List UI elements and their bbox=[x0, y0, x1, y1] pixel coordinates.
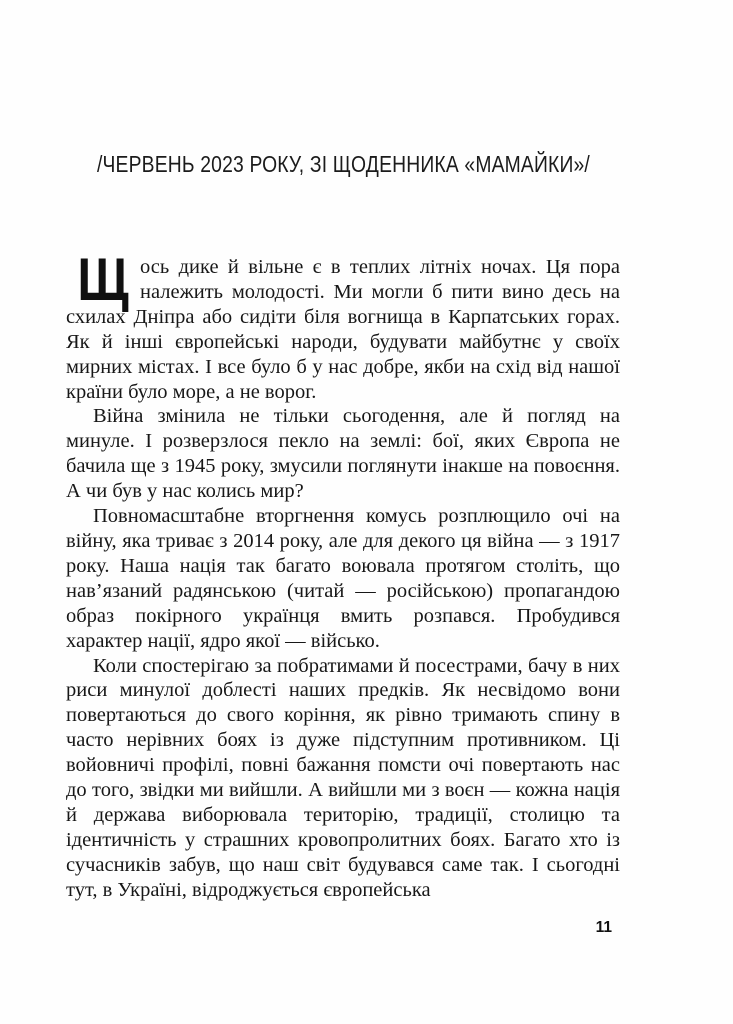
paragraph-text: Коли спостерігаю за побратимами й посестрами, бачу в них риси минулої доблесті наших предків. Як несвідомо вони повертаються до свого коріння, як рівно тримають спину в часто нерівних боях із дуже підступним противником. Ці войовничі профілі, повні бажання помсти очі повертають нас до того, звідки ми вийшли. А вийшли ми з воєн — кожна нація й держава виборювала територію, традиції, столицю та ідентичність у страшних кровопролитних боях. Багато хто із сучасників забув, що наш світ будувався саме так. І сьогодні тут, в Україні, відроджується європейська bbox=[66, 654, 620, 901]
page-number: 11 bbox=[595, 919, 612, 936]
chapter-heading-text: /ЧЕРВЕНЬ 2023 РОКУ, ЗІ ЩОДЕННИКА «МАМАЙКИ»/ bbox=[96, 151, 590, 177]
drop-cap: Щ bbox=[77, 246, 129, 313]
paragraph-text: ось дике й вільне є в теплих літніх ночах. Ця пора належить молодості. Ми могли б пити вино десь на схилах Дніпра або сидіти біля вогнища в Карпатських горах. Як й інші європейські народи, будувати майбутнє у своїх мирних містах. І все було б у нас добре, якби на схід від нашої країни було море, а не ворог. bbox=[66, 256, 620, 403]
paragraph-text: Повномасштабне вторгнення комусь розплющило очі на війну, яка триває з 2014 року, але для декого ця війна — з 1917 року. Наша нація так багато воювала протягом століть, що нав’язаний радянською (читай — російською) пропагандою образ покірного українця вмить розпався. Пробудився характер нації, ядро якої — військо. bbox=[66, 505, 620, 652]
body-text bbox=[66, 246, 620, 903]
paragraph bbox=[66, 246, 620, 404]
chapter-heading bbox=[66, 151, 620, 177]
paragraph bbox=[66, 654, 620, 903]
paragraph bbox=[66, 504, 620, 653]
paragraph bbox=[66, 404, 620, 504]
paragraph-text: Війна змінила не тільки сьогодення, але й погляд на минуле. І розверзлося пекло на землі: бої, яких Європа не бачила ще з 1945 року, змусили поглянути інакше на повоєння. А чи був у нас колись мир? bbox=[66, 405, 620, 503]
